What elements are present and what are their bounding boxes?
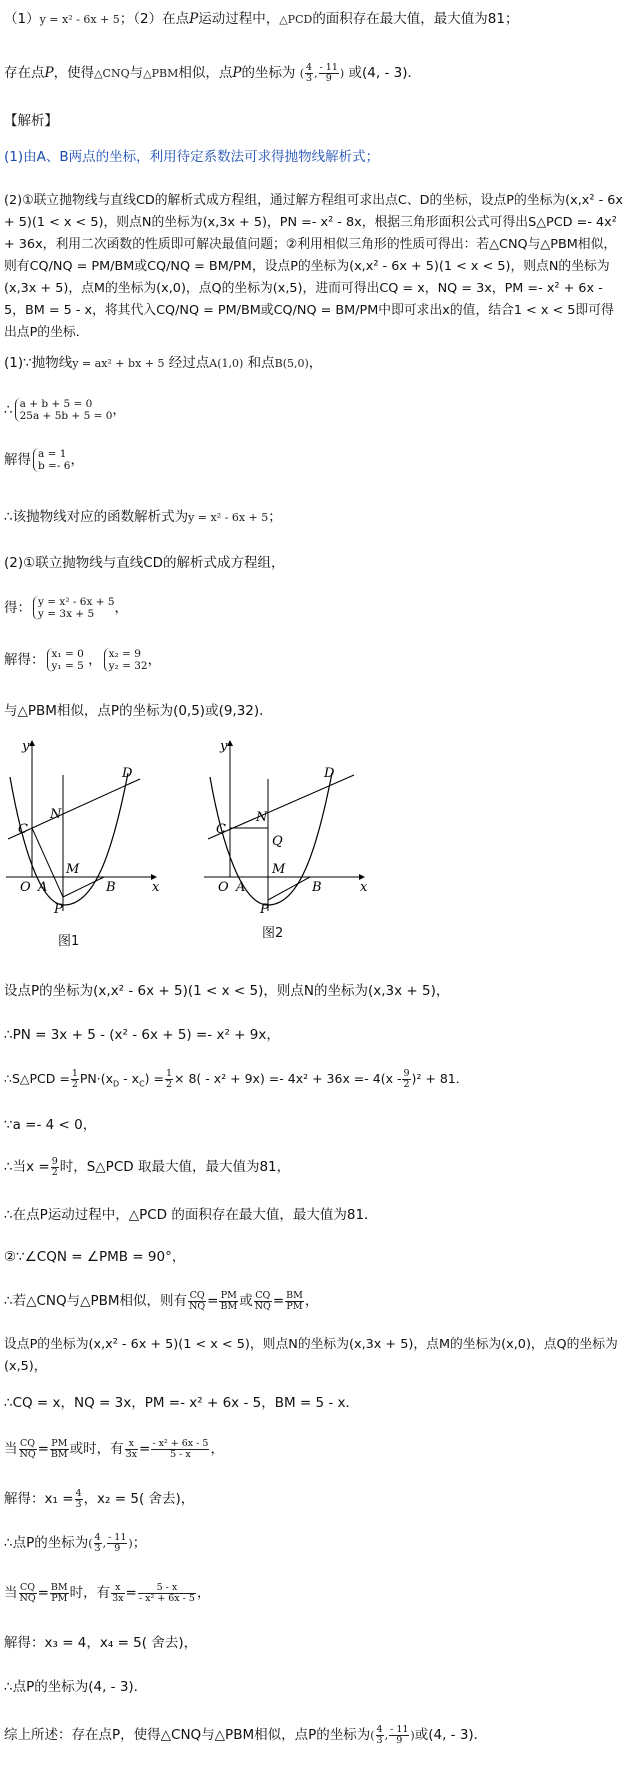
fig1-label-p: P (54, 902, 63, 917)
case2-line: 当 $\frac{CQ}{NQ}$ = $\frac{BM}{PM}$ 时，有 $\frac{x}{3x}$ = $\frac{5 - x}{\text{- x² + 6x - 5}}$ ， (4, 1581, 211, 1604)
fig2-label-a: A (236, 880, 246, 895)
similar-line: 与△PBM相似，点P的坐标为(0,5)或(9,32)． (4, 703, 273, 719)
analysis-step1: (1)由A、B两点的坐标，利用待定系数法可求得抛物线解析式； (4, 149, 380, 165)
analysis-step2-paragraph: (2)①联立抛物线与直线CD的解析式成方程组，通过解方程组可求出点C、D的坐标，设点P的坐标为(x,x² - 6x + 5)(1 < x < 5)，则点N的坐标为(x,3x + 5)，PN =- x² - 8x，根据三角形面积公式可得出S△PCD =- 4x² + 36x，利用二次函数的性质即可解决最值问题；②利用相似三角形的性质可得出：若△CNQ与△PBM相似，则有CQ/NQ = PM/BM或CQ/NQ = BM/PM，设点P的坐标为(x,x² - 6x + 5)(1 < x < 5)，则点N的坐标为(x,3x + 5)，点M的坐标为(x,0)，点Q的坐标为(x,5)，进而可得出CQ = x，NQ = 3x，PM =- x² + 6x - 5，BM = 5 - x，将其代入CQ/NQ = PM/BM或CQ/NQ = BM/PM中即可求出x的值，结合1 < x < 5即可得出点P的坐标． (4, 193, 623, 340)
area-formula-line: ∴S△PCD = $\frac{1}{2}$ $PN\cdot(x_D - x_C)$ = $\frac{1}{2}$ × 8( - x² + 9x) =- 4x² + 36x =- 4(x - $\frac{9}{2}$ )² + 81． (4, 1068, 469, 1090)
answer-part2-line: 存在点P，使得△CNQ与△PBM相似，点P的坐标为 ( $\frac{4}{3}$ , $\frac{- 11}{9}$ ) 或(4, - 3)． (4, 61, 421, 84)
fig1-label-c: C (18, 822, 28, 837)
fig2-label-p: P (260, 902, 269, 917)
fig1-label-a: A (38, 880, 48, 895)
similarity-condition-line: ∴若△CNQ与△PBM相似，则有 $\frac{CQ}{NQ}$ = $\frac{PM}{BM}$ 或 $\frac{CQ}{NQ}$ = $\frac{BM}{PM}$ ， (4, 1289, 319, 1312)
system-of-equations: ∴ a + b + 5 = 0 25a + 5b + 5 = 0 ， (4, 398, 126, 422)
fig1-label-o: O (20, 880, 31, 895)
fig2-label-c: C (216, 822, 226, 837)
fig1-label-b: B (106, 880, 116, 895)
fig2-label-x: x (360, 880, 368, 895)
case2-solution: 解得：x₃ = 4，x₄ = 5( 舍去)， (4, 1635, 198, 1651)
fig2-label-n: N (256, 810, 268, 825)
right-angle-line: ②∵∠CQN = ∠PMB = 90°， (4, 1249, 186, 1265)
solution1-line: (1)∵抛物线y = ax² + bx + 5 经过点A(1,0) 和点B(5,0)， (4, 355, 323, 371)
answer-part1-line: （1）y = x² - 6x + 5；（2）在点P运动过程中，△PCD的面积存在最大值，最大值为81； (4, 11, 519, 27)
pn-length-line: ∴PN = 3x + 5 - (x² - 6x + 5) =- x² + 9x， (4, 1027, 280, 1043)
analysis-heading: 【解析】 (4, 113, 58, 129)
fig2-label-o: O (218, 880, 229, 895)
case2-point: ∴点P的坐标为(4, - 3)． (4, 1679, 148, 1695)
figure-1-caption: 图1 (58, 934, 80, 949)
solution2-intro: (2)①联立抛物线与直线CD的解析式成方程组， (4, 555, 285, 571)
system-solution: 解得 a = 1 b =- 6 ， (4, 448, 84, 472)
fig1-label-x: x (152, 880, 160, 895)
fig1-label-y: y (22, 739, 30, 754)
combined-system: 得： y = x² - 6x + 5 y = 3x + 5 ， (4, 596, 129, 620)
fig2-label-y: y (220, 739, 228, 754)
coefficient-line: ∵a =- 4 < 0， (4, 1117, 97, 1133)
figure-2 (202, 735, 372, 919)
fig2-label-q: Q (272, 834, 283, 849)
figure-2-caption: 图2 (262, 926, 284, 941)
function-expression-line: ∴该抛物线对应的函数解析式为y = x² - 6x + 5； (4, 509, 282, 525)
fig1-label-m: M (66, 862, 80, 877)
points-setup-line: 设点P的坐标为(x,x² - 6x + 5)(1 < x < 5)，则点N的坐标为(x,3x + 5)，点M的坐标为(x,0)，点Q的坐标为(x,5)， (4, 1337, 618, 1374)
case1-line: 当 $\frac{CQ}{NQ}$ = $\frac{PM}{BM}$ 或时，有 $\frac{x}{3x}$ = $\frac{\text{- x² + 6x - 5}}{5 - x}$ ， (4, 1437, 224, 1460)
fig1-label-n: N (50, 807, 62, 822)
fig2-label-b: B (312, 880, 322, 895)
fig2-label-m: M (272, 862, 286, 877)
max-value-line: ∴当x = $\frac{9}{2}$ 时，S△PCD 取最大值，最大值为81， (4, 1155, 291, 1178)
figure-1 (4, 735, 164, 919)
final-conclusion: 综上所述：存在点P，使得△CNQ与△PBM相似，点P的坐标为( $\frac{4}{3}$ , $\frac{- 11}{9}$ )或(4, - 3)． (4, 1723, 488, 1746)
intersection-solutions: 解得： x₁ = 0 y₁ = 5 ， x₂ = 9 y₂ = 32 ， (4, 648, 162, 672)
case1-solution: 解得：x₁ = $\frac{4}{3}$ ，x₂ = 5( 舍去)， (4, 1487, 195, 1510)
lengths-line: ∴CQ = x，NQ = 3x，PM =- x² + 6x - 5，BM = 5 - x． (4, 1395, 360, 1411)
fig2-label-d: D (324, 766, 335, 781)
fig1-label-d: D (122, 766, 133, 781)
case1-point: ∴点P的坐标为( $\frac{4}{3}$ , $\frac{- 11}{9}$ )； (4, 1531, 147, 1554)
point-p-setup: 设点P的坐标为(x,x² - 6x + 5)(1 < x < 5)，则点N的坐标为(x,3x + 5)， (4, 983, 450, 999)
max-conclusion-line: ∴在点P运动过程中，△PCD 的面积存在最大值，最大值为81． (4, 1207, 378, 1223)
